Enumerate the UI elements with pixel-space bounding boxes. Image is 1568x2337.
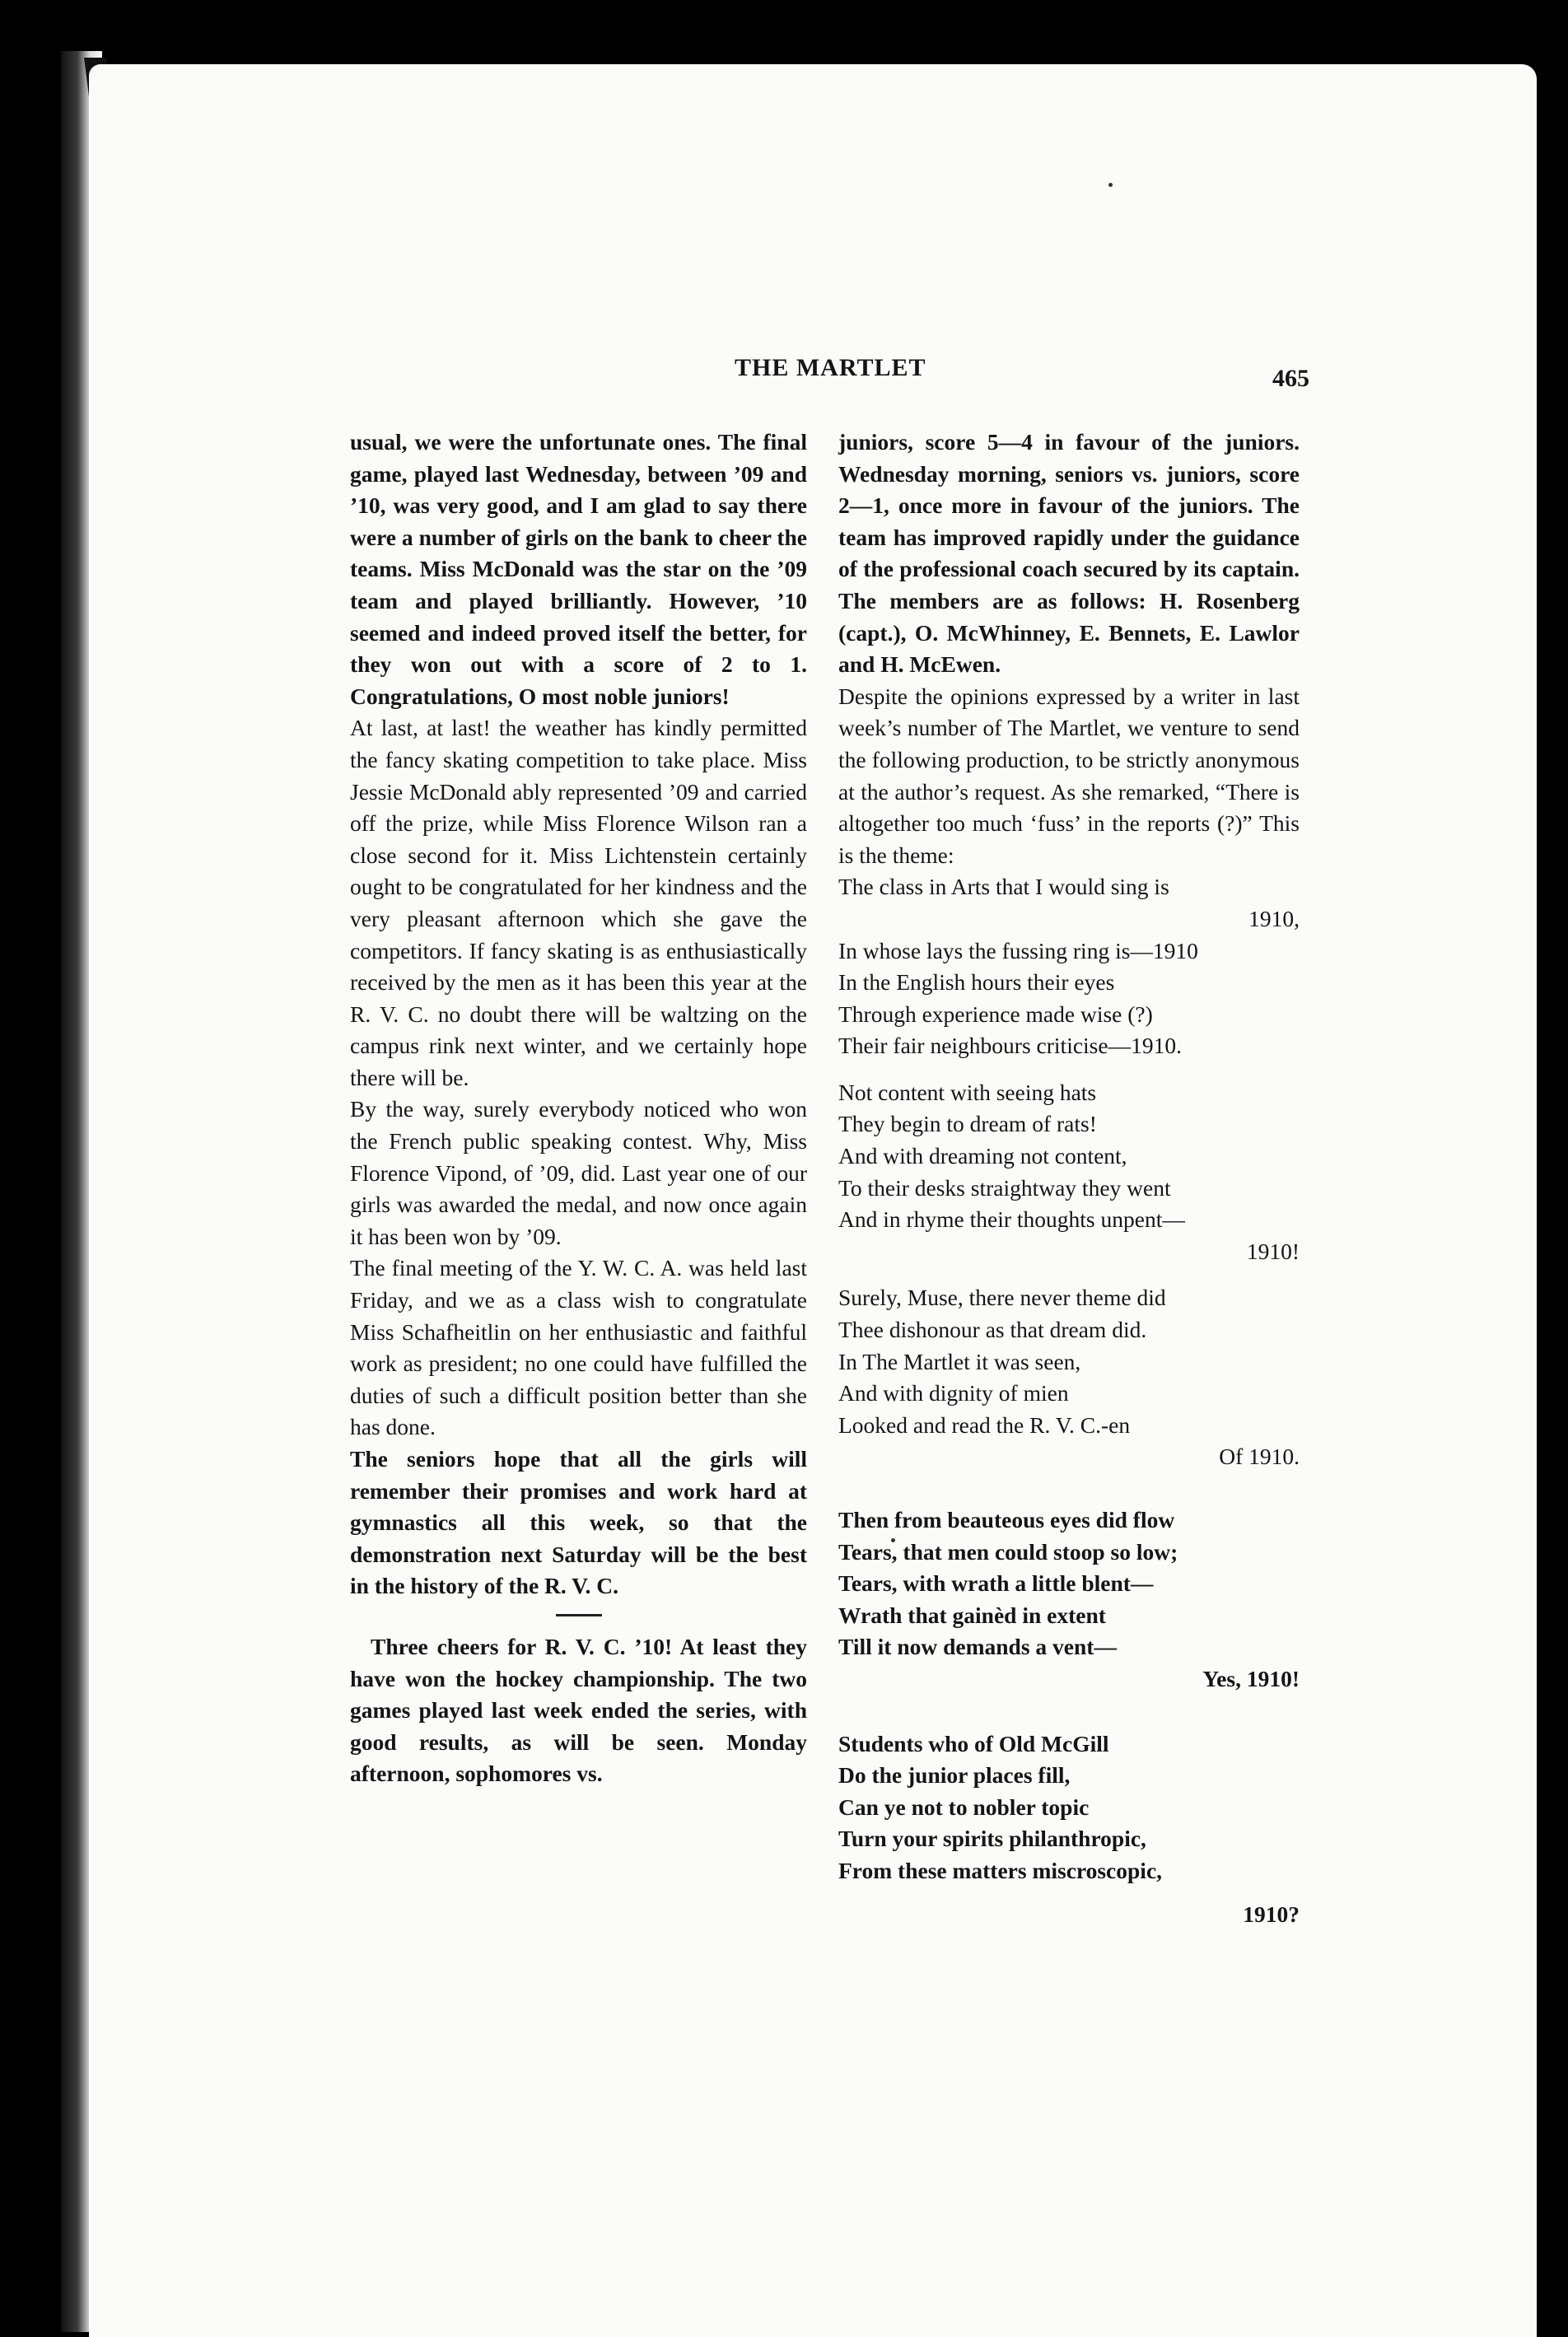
poem-line: Then from beauteous eyes did flow	[838, 1507, 1175, 1532]
poem-line: Students who of Old McGill	[838, 1730, 1109, 1756]
speck	[1108, 183, 1113, 187]
poem-line: Their fair neighbours criticise—1910.	[838, 1033, 1182, 1059]
poem-line: Not content with seeing hats	[838, 1079, 1097, 1105]
poem-refrain: 1910,	[1248, 905, 1300, 931]
poem-line: Surely, Muse, there never theme did	[838, 1285, 1166, 1311]
poem-stanza	[838, 1077, 1300, 1268]
poem-line: Tears, with wrath a little blent—	[838, 1570, 1154, 1597]
poem-line: And in rhyme their thoughts unpent—	[838, 1206, 1185, 1233]
poem-line: Through experience made wise (?)	[838, 1001, 1153, 1027]
poem-line: Tears, that men could stoop so low;	[838, 1538, 1178, 1565]
article-paragraph: Three cheers for R. V. C. ’10! At least they have won the hockey championship. The two games played last week ended the series, with good results, as will be seen. Monday afternoon, sophomores vs.	[350, 1633, 807, 1787]
article-paragraph: The final meeting of the Y. W. C. A. was held last Friday, and we as a class wish to congratulate Miss Schafheitlin on her enthusiastic and faithful work as president; no one could have fulfilled the duties of such a difficult position better than she has done.	[350, 1255, 807, 1440]
article-paragraph: At last, at last! the weather has kindly permitted the fancy skating competition to take place. Miss Jessie McDonald ably represented ’09 and carried off the prize, while Miss Florence Wilson ran a close second for it. Miss Lichtenstein certainly ought to be congratulated for her kindness and the very pleasant afternoon which she gave the competitors. If fancy skating is as enthusiastically received by the men as it has been this year at the R. V. C. no doubt there will be waltzing on the campus rink next winter, and we certainly hope there will be.	[350, 715, 807, 1090]
poem-line: The class in Arts that I would sing is	[838, 874, 1169, 900]
poem-line: Looked and read the R. V. C.-en	[838, 1411, 1131, 1438]
article-paragraph: usual, we were the unfortunate ones. The final game, played last Wednesday, between ’09 and ’10, was very good, and I am glad to say there were a number of girls on the bank to cheer the teams. Miss McDonald was the star on the ’09 team and played brilliantly. However, ’10 seemed and indeed proved itself the better, for they won out with a score of 2 to 1. Congratulations, O most noble juniors!	[350, 429, 807, 709]
poem-line: From these matters miscroscopic,	[838, 1857, 1163, 1883]
poem-line: In whose lays the fussing ring is—1910	[838, 937, 1198, 963]
poem-line: Till it now demands a vent—	[838, 1634, 1117, 1660]
poem-line: Do the junior places fill,	[838, 1762, 1071, 1789]
poem-line: And with dreaming not content,	[838, 1143, 1127, 1169]
article-paragraph: Despite the opinions expressed by a writer in last week’s number of The Martlet, we venture to send the following production, to be strictly anonymous at the author’s request. As she remarked, “There is altogether too much ‘fuss’ in the reports (?)” This is the theme:	[838, 683, 1300, 868]
page-number: 465	[1272, 365, 1309, 392]
running-head-title: THE MARTLET	[735, 354, 926, 381]
article-paragraph: The seniors hope that all the girls will remember their promises and work hard at gymnastics all this week, so that the demonstration next Saturday will be the best in the history of the R. V. C.	[350, 1446, 807, 1599]
section-divider	[556, 1614, 602, 1616]
poem-line: Thee dishonour as that dream did.	[838, 1317, 1147, 1343]
poem-line: Wrath that gainèd in extent	[838, 1602, 1106, 1628]
poem-stanza	[838, 1728, 1300, 1931]
poem-line: In the English hours their eyes	[838, 969, 1115, 996]
page-paper	[89, 64, 1537, 2337]
poem-refrain: Yes, 1910!	[1202, 1665, 1300, 1691]
poem-line: To their desks straightway they went	[838, 1174, 1171, 1201]
poem-line: In The Martlet it was seen,	[838, 1348, 1081, 1374]
poem-refrain: 1910?	[1243, 1901, 1300, 1927]
poem-stanza	[838, 871, 1300, 1062]
poem-stanza	[838, 1504, 1300, 1696]
left-column	[350, 427, 807, 1790]
poem-line: And with dignity of mien	[838, 1380, 1069, 1406]
poem	[838, 871, 1300, 1930]
poem-stanza	[838, 1282, 1300, 1473]
poem-line: They begin to dream of rats!	[838, 1111, 1097, 1137]
article-paragraph: juniors, score 5—4 in favour of the juniors. Wednesday morning, seniors vs. juniors, score 2—1, once more in favour of the juniors. The team has improved rapidly under the guidance of the professional coach secured by its captain. The members are as follows: H. Rosenberg (capt.), O. McWhinney, E. Bennets, E. Lawlor and H. McEwen.	[838, 429, 1300, 678]
poem-line: Turn your spirits philanthropic,	[838, 1826, 1146, 1852]
poem-refrain: 1910!	[1246, 1238, 1300, 1264]
poem-line: Can ye not to nobler topic	[838, 1794, 1090, 1820]
article-paragraph: By the way, surely everybody noticed who won the French public speaking contest. Why, Miss Florence Vipond, of ’09, did. Last year one of our girls was awarded the medal, and now once again it has been won by ’09.	[350, 1096, 807, 1249]
poem-refrain: Of 1910.	[1219, 1444, 1300, 1470]
right-column	[838, 427, 1300, 1930]
